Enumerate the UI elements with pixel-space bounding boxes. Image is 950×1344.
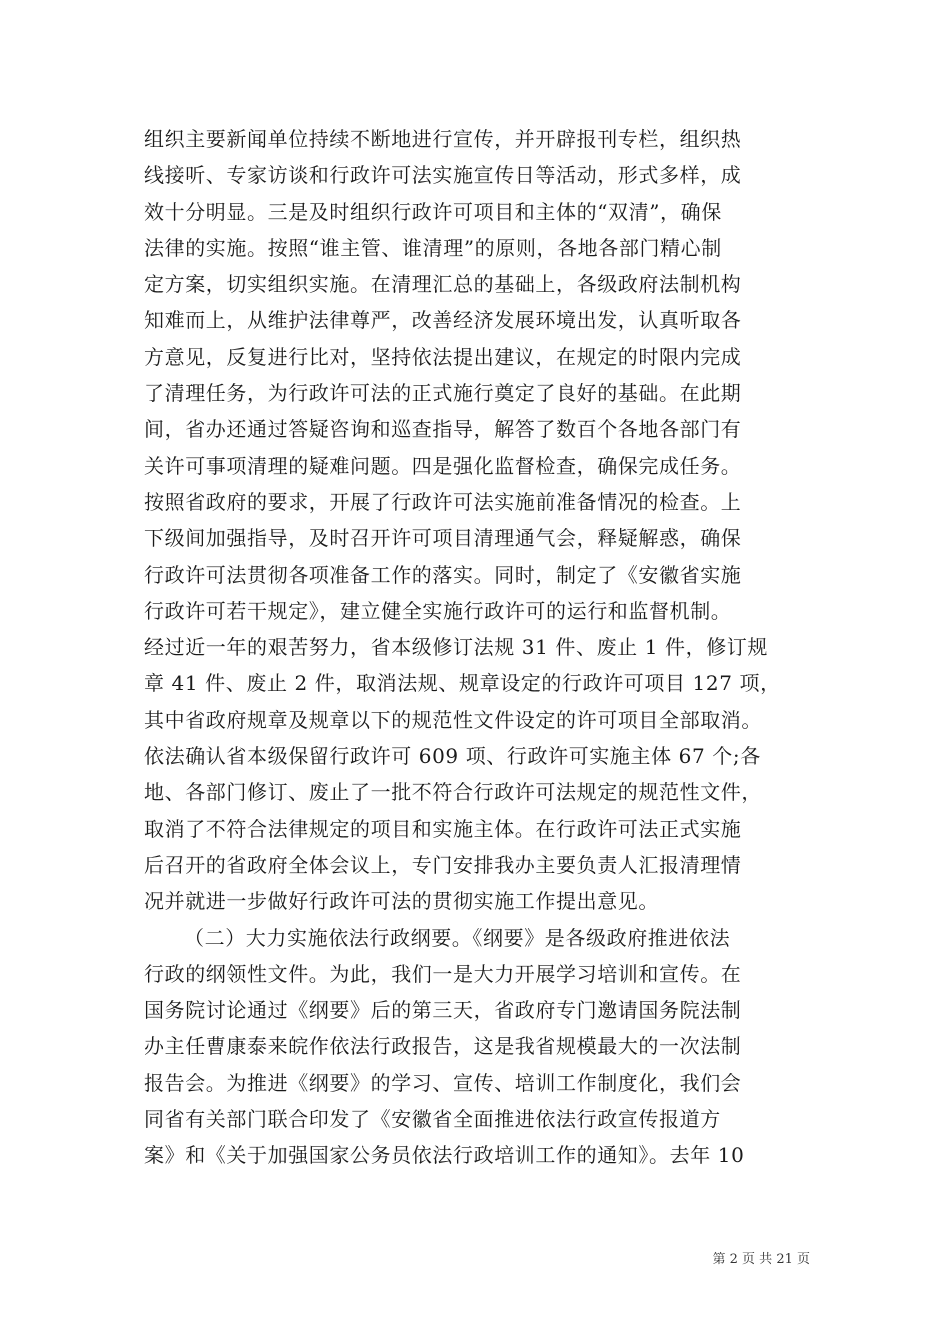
text-line: 效十分明显。三是及时组织行政许可项目和主体的“双清”，确保 — [144, 199, 722, 224]
text-line: 依法确认省本级保留行政许可 609 项、行政许可实施主体 67 个;各 — [144, 744, 761, 769]
text-line: 取消了不符合法律规定的项目和实施主体。在行政许可法正式实施 — [144, 816, 742, 841]
text-line: 况并就进一步做好行政许可法的贯彻实施工作提出意见。 — [144, 889, 659, 914]
text-line: 法律的实施。按照“谁主管、谁清理”的原则，各地各部门精心制 — [144, 235, 722, 260]
text-line: 间，省办还通过答疑咨询和巡查指导，解答了数百个各地各部门有 — [144, 417, 742, 442]
text-line: 线接听、专家访谈和行政许可法实施宣传日等活动，形式多样，成 — [144, 163, 742, 188]
text-line: 办主任曹康泰来皖作依法行政报告，这是我省规模最大的一次法制 — [144, 1034, 742, 1059]
text-line: 了清理任务，为行政许可法的正式施行奠定了良好的基础。在此期 — [144, 381, 742, 406]
text-line: 关许可事项清理的疑难问题。四是强化监督检查，确保完成任务。 — [144, 453, 742, 478]
paragraph-start-line: （二）大力实施依法行政纲要。《纲要》是各级政府推进依法 — [184, 925, 731, 950]
text-line: 方意见，反复进行比对，坚持依法提出建议，在规定的时限内完成 — [144, 344, 742, 369]
text-line: 案》和《关于加强国家公务员依法行政培训工作的通知》。去年 10 — [144, 1143, 745, 1168]
text-line: 地、各部门修订、废止了一批不符合行政许可法规定的规范性文件， — [144, 780, 762, 805]
text-line: 定方案，切实组织实施。在清理汇总的基础上，各级政府法制机构 — [144, 272, 742, 297]
text-line: 其中省政府规章及规章以下的规范性文件设定的许可项目全部取消。 — [144, 707, 762, 732]
text-line: 下级间加强指导，及时召开许可项目清理通气会，释疑解惑，确保 — [144, 526, 742, 551]
text-line: 同省有关部门联合印发了《安徽省全面推进依法行政宣传报道方 — [144, 1107, 721, 1132]
body-text — [144, 121, 824, 1174]
page-number: 第 2 页 共 21 页 — [712, 1252, 810, 1267]
text-line: 行政的纲领性文件。为此，我们一是大力开展学习培训和宣传。在 — [144, 961, 742, 986]
text-line: 行政许可法贯彻各项准备工作的落实。同时，制定了《安徽省实施 — [144, 562, 742, 587]
text-line: 经过近一年的艰苦努力，省本级修订法规 31 件、废止 1 件，修订规 — [144, 635, 769, 660]
text-line: 章 41 件、废止 2 件，取消法规、规章设定的行政许可项目 127 项， — [144, 671, 781, 696]
text-line: 知难而上，从维护法律尊严，改善经济发展环境出发，认真听取各 — [144, 308, 742, 333]
text-line: 行政许可若干规定》，建立健全实施行政许可的运行和监督机制。 — [144, 598, 732, 623]
text-line: 国务院讨论通过《纲要》后的第三天，省政府专门邀请国务院法制 — [144, 998, 742, 1023]
text-line: 按照省政府的要求，开展了行政许可法实施前准备情况的检查。上 — [144, 489, 742, 514]
text-line: 后召开的省政府全体会议上，专门安排我办主要负责人汇报清理情 — [144, 852, 742, 877]
text-line: 组织主要新闻单位持续不断地进行宣传，并开辟报刊专栏，组织热 — [144, 127, 742, 151]
text-line: 报告会。为推进《纲要》的学习、宣传、培训工作制度化，我们会 — [144, 1070, 742, 1095]
